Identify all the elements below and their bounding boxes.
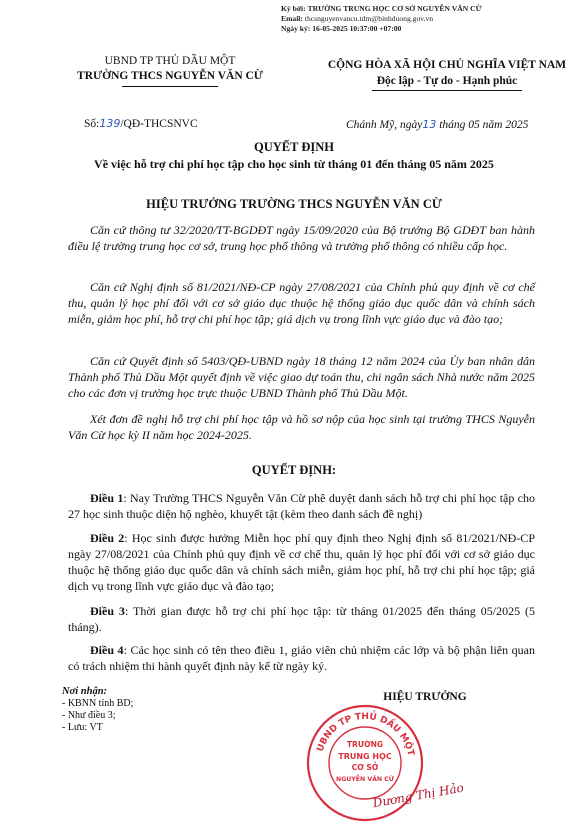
month-year: tháng 05 năm 2025 (439, 119, 529, 131)
nation-name: CỘNG HÒA XÃ HỘI CHỦ NGHĨA VIỆT NAM (327, 59, 567, 71)
recipients-heading: Nơi nhận: (62, 686, 108, 697)
esign-date: 16-05-2025 10:37:00 +07:00 (312, 24, 402, 33)
preamble-paragraph: Căn cứ Quyết định số 5403/QĐ-UBND ngày 18 tháng 12 năm 2024 của Ủy ban nhân dân Thành phố Thủ Dầu Một quyết định về việc giao dự toán thu, chi ngân sách Nhà nước năm 2025 cho các đơn vị trường học trực thuộc UBND Thành phố Thủ Dầu Một. (68, 354, 535, 400)
digital-signature-info (281, 4, 482, 34)
article-text: : Học sinh được hưởng Miễn học phí quy định theo Nghị định số 81/2021/NĐ-CP ngày 27/08/2021 của Chính phủ quy định về cơ chế thu, quản lý học phí đối với cơ sở giáo dục thuộc hệ thống giáo dục quốc dân và chính sách miễn, giảm học phí, hỗ trợ chi phí học tập; giá dịch vụ trong lĩnh vực giáo dục và đào tạo; (68, 531, 535, 593)
motto-divider (372, 90, 522, 91)
recipient-item: - Như điều 3; (62, 710, 116, 721)
seal-line: NGUYỄN VĂN CỪ (336, 776, 394, 783)
national-header (322, 58, 572, 91)
issuer-header (70, 54, 270, 87)
article-label: Điều 1 (90, 491, 124, 505)
article-1 (68, 490, 535, 522)
document-number (84, 117, 198, 130)
article-label: Điều 3 (90, 604, 125, 618)
seal-line: TRƯỜNG (346, 740, 384, 749)
recipients-block (62, 686, 133, 734)
seal-line: TRUNG HỌC (338, 752, 392, 761)
handwritten-day: 13 (422, 118, 437, 131)
esign-email: thcsnguyenvancu.tdm@binhduong.gov.vn (304, 14, 434, 23)
article-2 (68, 530, 535, 594)
national-motto: Độc lập - Tự do - Hạnh phúc (376, 75, 518, 87)
handwritten-signature: Dương Thị Hảo (371, 780, 465, 811)
recipient-item: - KBNN tỉnh BD; (62, 698, 134, 709)
article-label: Điều 2 (90, 531, 125, 545)
esign-email-label: Email: (281, 14, 303, 23)
article-label: Điều 4 (90, 643, 124, 657)
doc-number-prefix: Số: (84, 118, 100, 130)
school-name: TRƯỜNG THCS NGUYỄN VĂN CỪ (77, 70, 263, 82)
esign-date-label: Ngày ký: (281, 24, 311, 33)
decision-heading: QUYẾT ĐỊNH: (251, 463, 337, 477)
doc-number-handwritten: 139 (99, 117, 121, 130)
article-text: : Các học sinh có tên theo điều 1, giáo viên chủ nhiệm các lớp và bộ phận liên quan có trách nhiệm thi hành quyết định này kể từ ngày ký. (68, 643, 535, 673)
preamble-paragraph: Căn cứ thông tư 32/2020/TT-BGDĐT ngày 15/09/2020 của Bộ trưởng Bộ GDĐT ban hành điều lệ trường trung học cơ sở, trung học phổ thông và trường phổ thông có nhiều cấp học. (68, 223, 535, 253)
seal-ring-text: UBND TP THỦ DẦU MỘT (315, 711, 416, 757)
article-text: : Thời gian được hỗ trợ chi phí học tập: từ tháng 01/2025 đến tháng 05/2025 (5 tháng). (68, 604, 535, 634)
article-3 (68, 603, 535, 635)
agency-name: UBND TP THỦ DẦU MỘT (104, 55, 236, 67)
article-text: : Nay Trường THCS Nguyễn Văn Cừ phê duyệt danh sách hỗ trợ chi phí học tập cho 27 học sinh thuộc diện hộ nghèo, khuyết tật (kèm theo danh sách đề nghị) (68, 491, 536, 521)
esign-signer: TRƯỜNG TRUNG HỌC CƠ SỞ NGUYỄN VĂN CỪ (307, 4, 482, 13)
preamble-paragraph: Căn cứ Nghị định số 81/2021/NĐ-CP ngày 27/08/2021 của Chính phủ quy định về cơ chế thu, quản lý học phí đối với cơ sở giáo dục thuộc hệ thống giáo dục quốc dân và chính sách miễn, giảm học phí, hỗ trợ chi phí học tập; giá dịch vụ trong lĩnh vực giáo dục và đào tạo; (68, 280, 535, 326)
place-date (346, 118, 528, 131)
article-4 (68, 642, 535, 674)
issuing-authority: HIỆU TRƯỞNG TRƯỜNG THCS NGUYỄN VĂN CỪ (146, 197, 442, 211)
document-title: QUYẾT ĐỊNH (254, 140, 334, 154)
esign-signer-label: Ký bởi: (281, 4, 306, 13)
doc-number-suffix: /QĐ-THCSNVC (120, 118, 198, 130)
recipient-item: - Lưu: VT (62, 722, 103, 733)
school-seal-stamp (304, 702, 426, 824)
signer-title: HIỆU TRƯỞNG (383, 691, 467, 703)
place-name: Chánh Mỹ, ngày (346, 119, 423, 131)
document-subtitle: Về việc hỗ trợ chi phí học tập cho học sinh từ tháng 01 đến tháng 05 năm 2025 (94, 157, 494, 171)
header-divider (122, 86, 218, 87)
preamble-paragraph: Xét đơn đề nghị hỗ trợ chi phí học tập và hồ sơ nộp của học sinh tại trường THCS Nguyễn Văn Cừ học kỳ II năm học 2024-2025. (68, 412, 535, 442)
seal-line: CƠ SỞ (351, 763, 379, 772)
